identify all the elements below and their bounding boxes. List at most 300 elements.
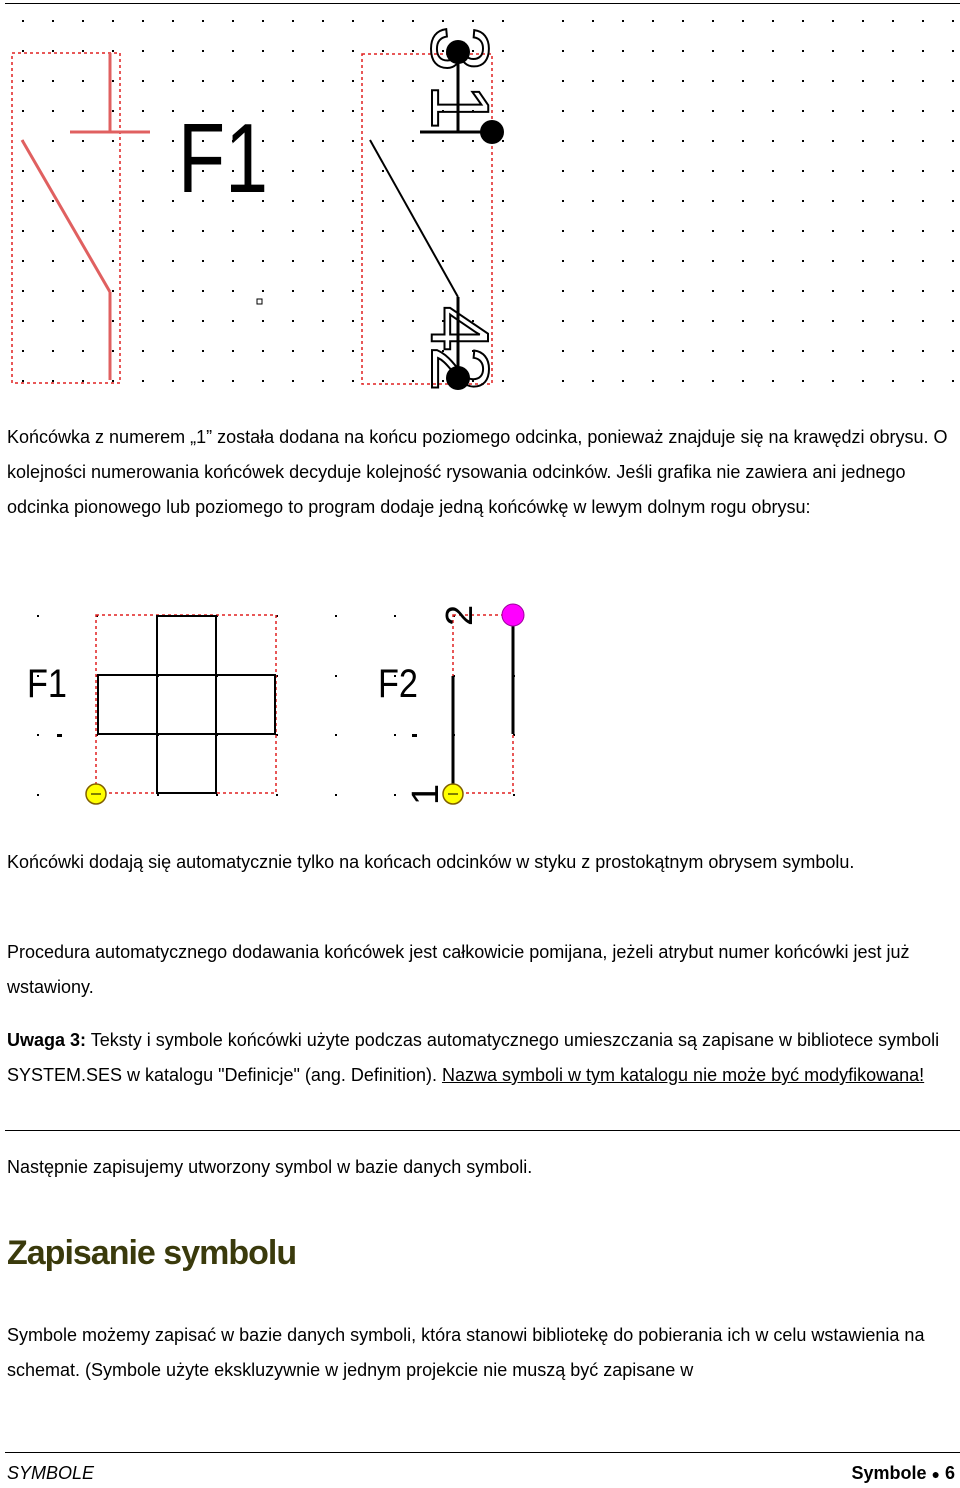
grid-dot: [652, 110, 654, 112]
grid-dot: [622, 170, 624, 172]
grid-dot: [592, 200, 594, 202]
grid-dot: [922, 110, 924, 112]
grid-dot: [276, 794, 278, 796]
grid-dot: [832, 290, 834, 292]
grid-dot: [922, 50, 924, 52]
pin-4-label: 4: [414, 306, 505, 352]
grid-dot: [262, 260, 264, 262]
grid-dot: [502, 200, 504, 202]
grid-dot: [172, 260, 174, 262]
grid-dot: [202, 260, 204, 262]
f1-outline: [96, 615, 276, 793]
grid-dot: [592, 50, 594, 52]
grid-dot: [82, 380, 84, 382]
grid-dot: [292, 380, 294, 382]
grid-dot: [22, 350, 24, 352]
grid-dot: [335, 734, 337, 736]
grid-dot: [112, 320, 114, 322]
grid-dot: [622, 320, 624, 322]
grid-dot: [142, 140, 144, 142]
grid-dot: [922, 200, 924, 202]
grid-dot: [292, 320, 294, 322]
grid-dot: [52, 350, 54, 352]
grid-dot: [892, 230, 894, 232]
grid-dot: [772, 140, 774, 142]
grid-dot: [157, 794, 159, 796]
grid-dot: [892, 170, 894, 172]
grid-dot: [892, 140, 894, 142]
grid-dot: [112, 110, 114, 112]
grid-dot: [472, 80, 474, 82]
grid-dot: [712, 290, 714, 292]
grid-dot: [352, 170, 354, 172]
grid-dot: [922, 290, 924, 292]
grid-dot: [712, 200, 714, 202]
grid-dot: [712, 230, 714, 232]
grid-dot: [394, 734, 396, 736]
grid-dot: [112, 380, 114, 382]
grid-dot: [862, 140, 864, 142]
grid-dot: [322, 170, 324, 172]
grid-dot: [772, 350, 774, 352]
grid-dot: [292, 80, 294, 82]
grid-dot: [352, 260, 354, 262]
grid-dot: [832, 200, 834, 202]
grid-dot: [322, 290, 324, 292]
grid-dot: [622, 80, 624, 82]
f1-origin: [57, 734, 62, 737]
f2-pin-2-label: 2: [439, 604, 481, 626]
grid-dot: [172, 350, 174, 352]
grid-dot: [172, 230, 174, 232]
paragraph-4: Następnie zapisujemy utworzony symbol w bazie danych symboli.: [7, 1157, 533, 1177]
grid-dot: [832, 50, 834, 52]
grid-dot: [172, 140, 174, 142]
grid-dot: [382, 80, 384, 82]
grid-dot: [802, 50, 804, 52]
grid-dot: [292, 140, 294, 142]
grid-dot: [52, 380, 54, 382]
grid-dot: [772, 380, 774, 382]
note-label: Uwaga 3:: [7, 1030, 87, 1050]
grid-dot: [502, 20, 504, 22]
grid-dot: [562, 200, 564, 202]
grid-dot: [862, 20, 864, 22]
grid-dot: [232, 50, 234, 52]
grid-dot: [622, 200, 624, 202]
grid-dot: [922, 350, 924, 352]
grid-dot: [412, 140, 414, 142]
grid-dot: [562, 290, 564, 292]
grid-dot: [712, 110, 714, 112]
grid-dot: [712, 20, 714, 22]
grid-dot: [172, 110, 174, 112]
grid-dot: [952, 170, 954, 172]
grid-dot: [202, 350, 204, 352]
grid-dot: [442, 140, 444, 142]
grid-dot: [502, 170, 504, 172]
grid-dot: [352, 200, 354, 202]
grid-dot: [202, 80, 204, 82]
f1-label: F1: [178, 103, 268, 213]
grid-dot: [622, 20, 624, 22]
grid-dot: [802, 230, 804, 232]
pin-2-label: 2: [414, 346, 505, 392]
grid-dot: [892, 350, 894, 352]
grid-dot: [322, 110, 324, 112]
grid-dot: [52, 80, 54, 82]
grid-dot: [352, 140, 354, 142]
grid-dot: [412, 350, 414, 352]
grid-dot: [772, 260, 774, 262]
grid-dot: [335, 675, 337, 677]
grid-dot: [412, 110, 414, 112]
grid-dot: [592, 320, 594, 322]
grid-dot: [832, 320, 834, 322]
grid-dot: [172, 50, 174, 52]
grid-dot: [592, 140, 594, 142]
grid-dot: [592, 110, 594, 112]
grid-dot: [352, 20, 354, 22]
grid-dot: [802, 380, 804, 382]
grid-dot: [442, 260, 444, 262]
grid-dot: [37, 615, 39, 617]
grid-dot: [952, 80, 954, 82]
figure-2-schematic: [0, 590, 960, 820]
grid-dot: [262, 20, 264, 22]
grid-dot: [862, 80, 864, 82]
grid-dot: [322, 230, 324, 232]
grid-dot: [562, 50, 564, 52]
grid-dot: [37, 734, 39, 736]
paragraph-1: Końcówka z numerem „1” została dodana na końcu poziomego odcinka, ponieważ znajduje się na krawędzi obrysu. O kolejności numerowania końcówek decyduje kolejność rysowania odcinków. Jeśli grafika nie zawiera ani jednego odcinka pionowego lub poziomego to program dodaje jedną końcówkę w lewym dolnym rogu obrysu:: [7, 427, 948, 517]
f2-label: F2: [378, 662, 418, 706]
grid-dot: [352, 320, 354, 322]
grid-dot: [112, 350, 114, 352]
grid-dot: [712, 170, 714, 172]
grid-dot: [682, 50, 684, 52]
grid-dot: [832, 380, 834, 382]
grid-dot: [592, 230, 594, 232]
grid-dot: [772, 200, 774, 202]
grid-dot: [952, 320, 954, 322]
grid-dot: [262, 230, 264, 232]
grid-dot: [412, 80, 414, 82]
f2-outline: [453, 615, 513, 793]
grid-dot: [952, 50, 954, 52]
grid-dot: [112, 290, 114, 292]
grid-dot: [292, 110, 294, 112]
grid-dot: [622, 110, 624, 112]
grid-dot: [862, 380, 864, 382]
grid-dot: [802, 290, 804, 292]
grid-dot: [712, 260, 714, 262]
grid-dot: [82, 20, 84, 22]
grid-dot: [262, 290, 264, 292]
grid-dot: [922, 20, 924, 22]
grid-dot: [22, 110, 24, 112]
grid-dot: [862, 200, 864, 202]
grid-dot: [502, 260, 504, 262]
grid-dot: [832, 80, 834, 82]
grid-dot: [232, 350, 234, 352]
grid-dot: [202, 50, 204, 52]
grid-dot: [232, 80, 234, 82]
grid-dot: [82, 110, 84, 112]
grid-dot: [712, 50, 714, 52]
grid-dot: [52, 230, 54, 232]
grid-dot: [562, 380, 564, 382]
grid-dot: [202, 320, 204, 322]
grid-dot: [952, 260, 954, 262]
grid-dot: [82, 140, 84, 142]
grid-dot: [412, 200, 414, 202]
section-rule: [5, 1130, 960, 1131]
grid-dot: [112, 50, 114, 52]
grid-dot: [712, 380, 714, 382]
note-paragraph: [7, 1023, 955, 1093]
grid-dot: [922, 140, 924, 142]
grid-dot: [382, 170, 384, 172]
grid-dot: [772, 20, 774, 22]
grid-dot: [292, 50, 294, 52]
grid-dot: [382, 260, 384, 262]
grid-dot: [832, 230, 834, 232]
pin-1-label: 1: [414, 84, 505, 130]
grid-dot: [352, 50, 354, 52]
grid-dot: [52, 200, 54, 202]
grid-dot: [742, 320, 744, 322]
grid-dot: [802, 320, 804, 322]
grid-dot: [52, 20, 54, 22]
grid-dot: [862, 50, 864, 52]
grid-dot: [232, 290, 234, 292]
grid-dot: [892, 380, 894, 382]
grid-dot: [172, 380, 174, 382]
grid-dot: [382, 320, 384, 322]
grid-dot: [892, 260, 894, 262]
grid-dot: [742, 200, 744, 202]
grid-dot: [202, 20, 204, 22]
grid-dot: [952, 200, 954, 202]
grid-dot: [82, 80, 84, 82]
note-underlined: Nazwa symboli w tym katalogu nie może być modyfikowana!: [441, 1065, 925, 1085]
grid-dot: [322, 20, 324, 22]
grid-dot: [322, 200, 324, 202]
grid-dot: [502, 230, 504, 232]
grid-dot: [652, 350, 654, 352]
grid-dot: [952, 140, 954, 142]
grid-dot: [622, 350, 624, 352]
paragraph-2: Końcówki dodają się automatycznie tylko na końcach odcinków w styku z prostokątnym obrysem symbolu.: [7, 852, 855, 872]
grid-dot: [22, 50, 24, 52]
grid-dot: [952, 350, 954, 352]
grid-dot: [802, 350, 804, 352]
grid-dot: [142, 200, 144, 202]
grid-dot: [112, 200, 114, 202]
grid-dot: [922, 170, 924, 172]
grid-dot: [562, 320, 564, 322]
grid-dot: [562, 20, 564, 22]
grid-dot: [862, 350, 864, 352]
grid-dot: [682, 230, 684, 232]
grid-dot: [142, 290, 144, 292]
grid-dot: [802, 140, 804, 142]
grid-dot: [802, 20, 804, 22]
grid-dot: [622, 380, 624, 382]
f2-pin-1-label: 1: [405, 783, 447, 805]
grid-dot: [622, 290, 624, 292]
grid-dot: [592, 350, 594, 352]
grid-dot: [82, 350, 84, 352]
grid-dot: [682, 110, 684, 112]
grid-dot: [742, 230, 744, 232]
grid-dot: [112, 230, 114, 232]
grid-dot: [335, 794, 337, 796]
grid-dot: [52, 110, 54, 112]
grid-dot: [112, 260, 114, 262]
f1-label-2: F1: [27, 662, 67, 706]
grid-dot: [952, 20, 954, 22]
grid-dot: [562, 260, 564, 262]
grid-dot: [892, 110, 894, 112]
grid-dot: [472, 260, 474, 262]
grid-dot: [352, 110, 354, 112]
grid-dot: [82, 50, 84, 52]
grid-dot: [112, 170, 114, 172]
figure-1-schematic: [0, 0, 960, 395]
grid-dot: [832, 140, 834, 142]
grid-dot: [562, 230, 564, 232]
grid-dot: [592, 20, 594, 22]
grid-dot: [442, 230, 444, 232]
grid-dot: [682, 320, 684, 322]
grid-dot: [22, 200, 24, 202]
grid-dot: [172, 170, 174, 172]
grid-dot: [862, 260, 864, 262]
grid-dot: [922, 230, 924, 232]
grid-dot: [112, 80, 114, 82]
grid-dot: [142, 320, 144, 322]
pin-3-label: 3: [414, 26, 505, 72]
grid-dot: [442, 20, 444, 22]
grid-dot: [382, 200, 384, 202]
grid-dot: [502, 290, 504, 292]
grid-dot: [352, 350, 354, 352]
grid-dot: [562, 350, 564, 352]
grid-dot: [202, 230, 204, 232]
grid-dot: [592, 170, 594, 172]
grid-dot: [142, 260, 144, 262]
grid-dot: [292, 290, 294, 292]
grid-dot: [862, 290, 864, 292]
grid-dot: [742, 140, 744, 142]
grid-dot: [322, 380, 324, 382]
grid-dot: [742, 290, 744, 292]
footer-section: Symbole: [851, 1463, 927, 1483]
grid-dot: [742, 380, 744, 382]
grid-dot: [292, 170, 294, 172]
grid-dot: [52, 140, 54, 142]
grid-dot: [652, 140, 654, 142]
grid-dot: [802, 110, 804, 112]
f2-pin-magenta: [502, 604, 524, 626]
grid-dot: [802, 170, 804, 172]
grid-dot: [952, 380, 954, 382]
grid-dot: [322, 140, 324, 142]
grid-dot: [652, 80, 654, 82]
grid-dot: [832, 20, 834, 22]
grid-dot: [742, 170, 744, 172]
grid-dot: [382, 230, 384, 232]
grid-dot: [442, 290, 444, 292]
grid-dot: [652, 320, 654, 322]
f2-origin: [412, 734, 417, 737]
grid-dot: [262, 320, 264, 322]
grid-dot: [292, 230, 294, 232]
grid-dot: [382, 20, 384, 22]
footer-page: [851, 1463, 955, 1484]
grid-dot: [513, 794, 515, 796]
footer-bullet: ●: [931, 1466, 940, 1482]
grid-dot: [412, 20, 414, 22]
grid-dot: [22, 320, 24, 322]
grid-dot: [682, 200, 684, 202]
grid-dot: [37, 794, 39, 796]
paragraph-3: Procedura automatycznego dodawania końcówek jest całkowicie pomijana, jeżeli atrybut numer końcówki jest już wstawiony.: [7, 942, 910, 997]
grid-dot: [292, 200, 294, 202]
grid-dot: [322, 50, 324, 52]
grid-dot: [52, 170, 54, 172]
origin-marker: [257, 299, 262, 304]
grid-dot: [142, 50, 144, 52]
grid-dot: [82, 170, 84, 172]
grid-dot: [682, 80, 684, 82]
grid-dot: [922, 320, 924, 322]
grid-dot: [772, 80, 774, 82]
grid-dot: [682, 260, 684, 262]
grid-dot: [892, 200, 894, 202]
footer-page-number: 6: [944, 1463, 955, 1483]
grid-dot: [22, 170, 24, 172]
grid-dot: [172, 20, 174, 22]
grid-dot: [352, 290, 354, 292]
grid-dot: [172, 320, 174, 322]
grid-dot: [892, 290, 894, 292]
section-heading: Zapisanie symbolu: [7, 1234, 297, 1272]
grid-dot: [382, 110, 384, 112]
grid-dot: [216, 794, 218, 796]
grid-dot: [772, 320, 774, 322]
grid-dot: [412, 50, 414, 52]
grid-dot: [622, 140, 624, 142]
grid-dot: [142, 170, 144, 172]
grid-dot: [112, 20, 114, 22]
grid-dot: [652, 380, 654, 382]
grid-dot: [832, 260, 834, 262]
paragraph-5: Symbole możemy zapisać w bazie danych symboli, która stanowi bibliotekę do pobierania ich w celu wstawienia na schemat. (Symbole użyte ekskluzywnie w jednym projekcie nie muszą być zapisane w: [7, 1325, 925, 1380]
grid-dot: [592, 290, 594, 292]
grid-dot: [322, 260, 324, 262]
grid-dot: [682, 20, 684, 22]
grid-dot: [172, 80, 174, 82]
grid-dot: [652, 290, 654, 292]
footer-rule: [5, 1452, 960, 1453]
grid-dot: [442, 170, 444, 172]
grid-dot: [82, 260, 84, 262]
grid-dot: [742, 50, 744, 52]
grid-dot: [322, 80, 324, 82]
